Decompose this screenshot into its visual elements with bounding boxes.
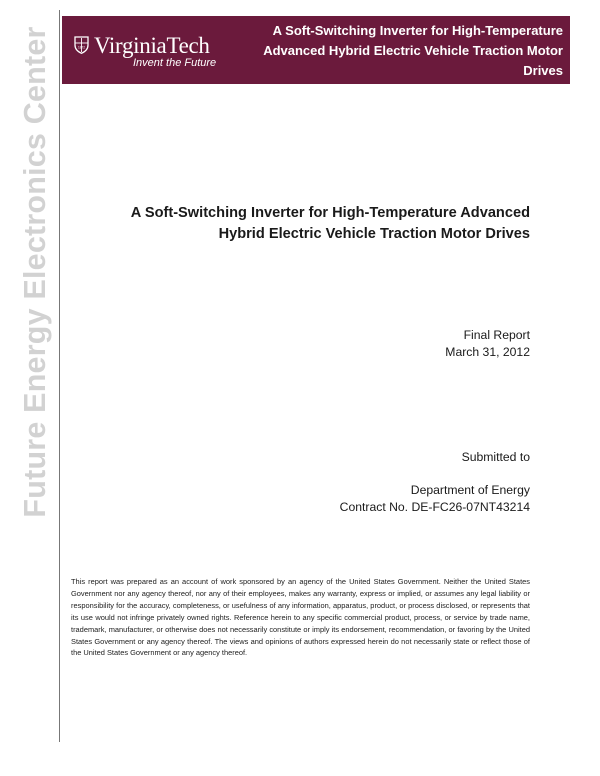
sidebar-vertical-title: Future Energy Electronics Center (18, 26, 52, 518)
disclaimer-text: This report was prepared as an account of work sponsored by an agency of the United States Government. Neither the United States Government nor any agency thereof, nor any of their employees, makes any warranty, express or implied, or assumes any legal liability or responsibility for the accuracy, completeness, or usefulness of any information, apparatus, product, or process disclosed, or represents that its use would not infringe privately owned rights. Reference herein to any specific commercial product, process, or service by trade name, trademark, manufacturer, or otherwise does not necessarily constitute or imply its endorsement, recommendation, or favoring by the United States Government or any agency thereof. The views and opinions of authors expressed herein do not necessarily state or reflect those of the United States Government or any agency thereof. (71, 577, 530, 658)
report-info (445, 327, 530, 361)
shield-icon (74, 36, 89, 54)
document-title-line-2: Hybrid Electric Vehicle Traction Motor Drives (218, 226, 530, 242)
document-title-line-1: A Soft-Switching Inverter for High-Temperature Advanced (130, 205, 530, 221)
recipient-agency: Department of Energy (410, 483, 530, 497)
report-date: March 31, 2012 (445, 345, 530, 359)
logo-name: VirginiaTech (94, 33, 210, 58)
header-banner (62, 16, 570, 84)
virginia-tech-logo (74, 33, 234, 73)
submitted-to-label: Submitted to (461, 450, 530, 464)
contract-number: Contract No. DE-FC26-07NT43214 (339, 500, 530, 514)
banner-title: A Soft-Switching Inverter for High-Temperature Advanced Hybrid Electric Vehicle Traction Motor Drives (263, 23, 563, 78)
recipient-info (340, 482, 530, 516)
report-type: Final Report (463, 328, 530, 342)
shield-year: 1872 (77, 45, 86, 50)
sidebar-divider (59, 10, 60, 742)
logo-tagline: Invent the Future (133, 57, 217, 69)
document-title (85, 203, 530, 245)
